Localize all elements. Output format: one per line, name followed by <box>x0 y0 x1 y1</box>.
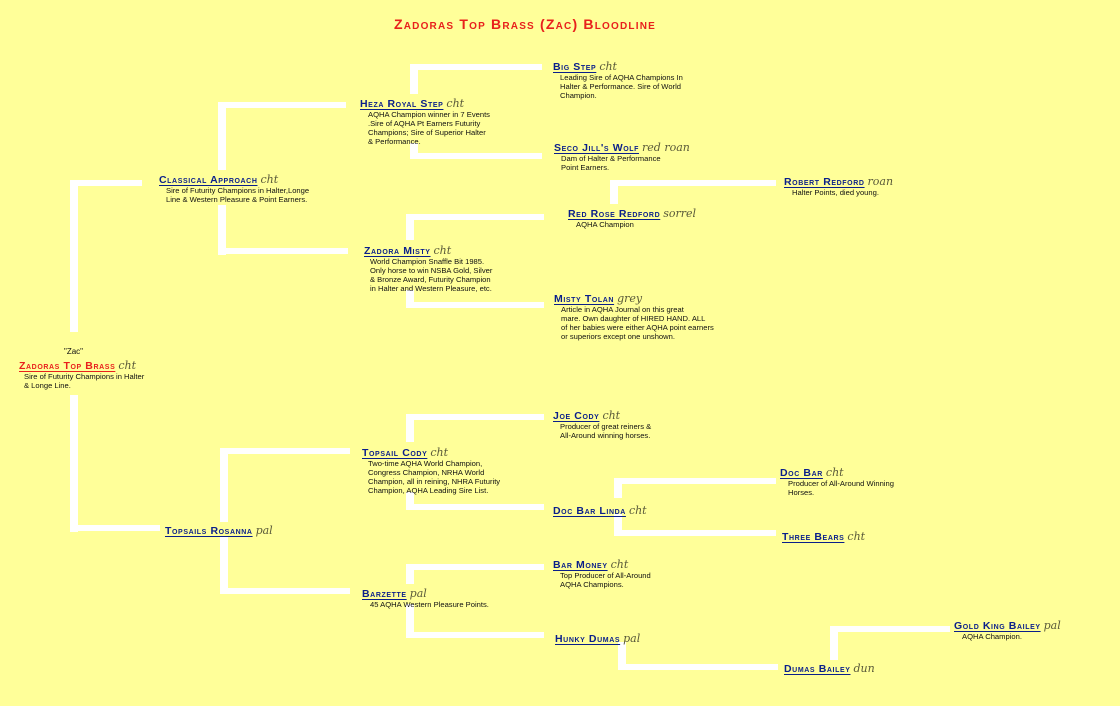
horse-description: AQHA Champion winner in 7 Events .Sire of AQHA Pt Earners Futurity Champions; Sire of Superior Halter & Performance. <box>368 110 490 146</box>
connector <box>218 102 226 170</box>
horse-description: Dam of Halter & Performance Point Earners. <box>561 154 661 172</box>
horse-hunky-dumas <box>555 629 640 647</box>
horse-name: Red Rose Redford <box>568 208 661 220</box>
connector <box>614 478 776 484</box>
horse-color: cht <box>430 446 449 459</box>
horse-color: dun <box>853 662 875 675</box>
connector <box>830 626 950 632</box>
connector <box>406 302 544 308</box>
horse-color: cht <box>118 359 137 372</box>
horse-color: pal <box>255 524 273 537</box>
connector <box>218 102 346 108</box>
horse-description: AQHA Champion <box>576 220 634 229</box>
horse-color: cht <box>599 60 617 73</box>
horse-name: Bar Money <box>553 559 608 571</box>
horse-name: Misty Tolan <box>554 293 615 305</box>
horse-color: cht <box>825 466 844 479</box>
horse-description: 45 AQHA Western Pleasure Points. <box>370 600 489 609</box>
nickname-label: "Zac" <box>64 347 84 356</box>
horse-name: Heza Royal Step <box>360 98 444 110</box>
horse-name: Doc Bar <box>780 467 823 479</box>
horse-color: pal <box>409 587 427 600</box>
horse-color: cht <box>446 97 465 110</box>
horse-name: Classical Approach <box>159 174 258 186</box>
horse-description: Article in AQHA Journal on this great mare. Own daughter of HIRED HAND. ALL of her babies were either AQHA point earners or superiors except one unshown. <box>561 305 714 341</box>
connector <box>610 180 776 186</box>
horse-color: pal <box>1043 619 1061 632</box>
connector <box>406 632 544 638</box>
horse-description: Sire of Futurity Champions in Halter,Longe Line & Western Pleasure & Point Earners. <box>166 186 310 204</box>
connector <box>618 664 778 670</box>
connector <box>614 530 776 536</box>
connector <box>406 564 544 570</box>
horse-color: roan <box>867 175 894 188</box>
horse-topsails-rosanna <box>165 521 273 539</box>
connector <box>220 448 350 454</box>
horse-description: World Champion Snaffle Bit 1985. Only horse to win NSBA Gold, Silver & Bronze Award, Futurity Champion in Halter and Western Pleasure, etc. <box>370 257 493 293</box>
horse-description: Halter Points, died young. <box>792 188 879 197</box>
horse-name: Gold King Bailey <box>954 620 1041 632</box>
horse-color: grey <box>617 292 643 305</box>
horse-color: cht <box>847 530 866 543</box>
horse-name: Barzette <box>362 588 407 600</box>
page-title: Zadoras Top Brass (Zac) Bloodline <box>393 16 657 32</box>
connector <box>218 248 348 254</box>
connector <box>70 180 78 332</box>
horse-name: Zadora Misty <box>364 245 431 257</box>
horse-name: Joe Cody <box>553 410 600 422</box>
horse-name: Dumas Bailey <box>784 663 851 675</box>
horse-name: Big Step <box>553 61 597 73</box>
connector <box>406 214 544 220</box>
horse-color: cht <box>628 504 647 517</box>
horse-color: red roan <box>642 141 690 154</box>
horse-description: Two-time AQHA World Champion, Congress Champion, NRHA World Champion, all in reining, NHRA Futurity Champion, AQHA Leading Sire List. <box>368 459 501 495</box>
connector <box>410 64 542 70</box>
horse-doc-bar-linda <box>553 501 647 519</box>
connector <box>220 588 350 594</box>
connector <box>70 525 160 531</box>
horse-description: Leading Sire of AQHA Champions In Halter & Performance. Sire of World Champion. <box>560 73 683 100</box>
horse-color: pal <box>623 632 641 645</box>
connector <box>410 153 542 159</box>
horse-name: Doc Bar Linda <box>553 505 626 517</box>
horse-description: Top Producer of All-Around AQHA Champions. <box>560 571 651 589</box>
connector <box>220 448 228 522</box>
horse-name: Robert Redford <box>784 176 865 188</box>
connector <box>70 180 142 186</box>
horse-color: cht <box>602 409 621 422</box>
horse-color: sorrel <box>663 207 697 220</box>
horse-color: cht <box>610 558 629 571</box>
connector <box>70 395 78 532</box>
horse-color: cht <box>433 244 452 257</box>
connector <box>406 414 544 420</box>
horse-name: Zadoras Top Brass <box>19 360 116 372</box>
connector <box>406 504 544 510</box>
horse-description: Producer of great reiners & All-Around winning horses. <box>560 422 652 440</box>
horse-color: cht <box>260 173 279 186</box>
horse-dumas-bailey <box>784 659 875 677</box>
horse-description: AQHA Champion. <box>962 632 1022 641</box>
horse-description: Sire of Futurity Champions in Halter & Longe Line. <box>24 372 145 390</box>
horse-name: Seco Jill's Wolf <box>554 142 640 154</box>
horse-name: Topsails Rosanna <box>165 525 253 537</box>
connector <box>220 536 228 594</box>
horse-name: Three Bears <box>782 531 845 543</box>
horse-name: Hunky Dumas <box>555 633 621 645</box>
horse-description: Producer of All-Around Winning Horses. <box>788 479 894 497</box>
horse-name: Topsail Cody <box>362 447 428 459</box>
horse-three-bears <box>782 527 865 545</box>
